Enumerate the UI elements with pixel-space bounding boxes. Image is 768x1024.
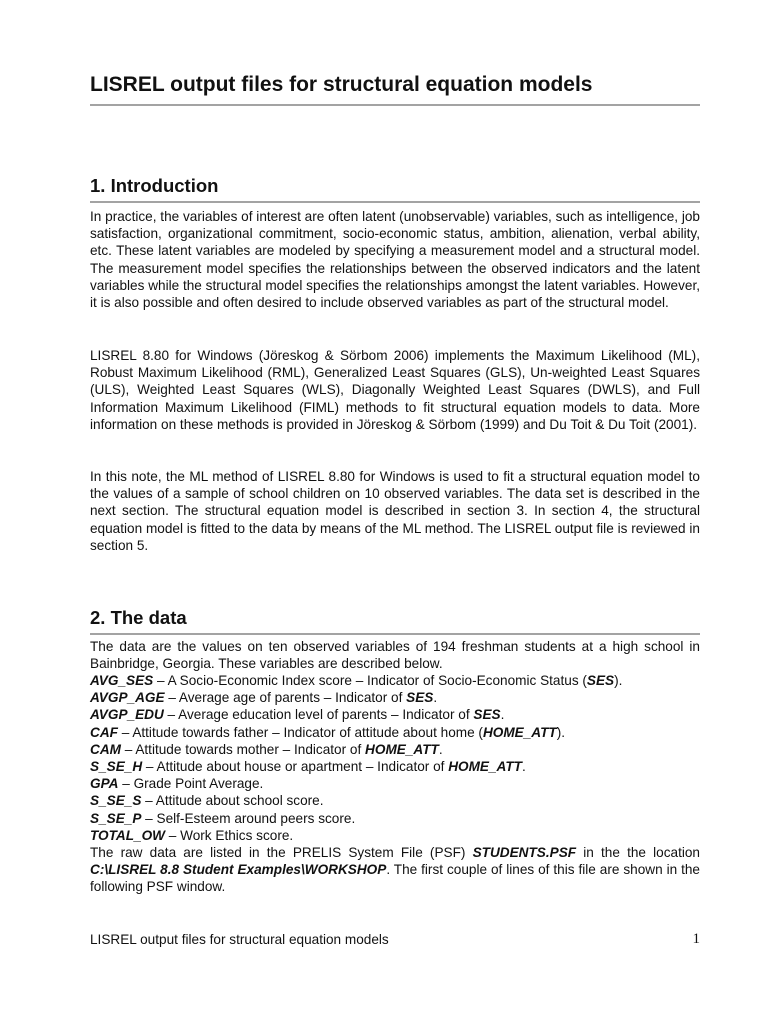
variable-item: AVGP_EDU – Average education level of parents – Indicator of SES. [90, 707, 505, 723]
intro-paragraph-2: LISREL 8.80 for Windows (Jöreskog & Sörbom 2006) implements the Maximum Likelihood (ML), Robust Maximum Likelihood (RML), Generalized Least Squares (GLS), Un-weighted Least Squares (ULS), Weighted Least Squares (WLS), Diagonally Weighted Least Squares (DWLS), and Full Information Maximum Likelihood (FIML) methods to fit structural equation models to data. More information on these methods is provided in Jöreskog & Sörbom (1999) and Du Toit & Du Toit (2001). [90, 348, 700, 432]
variable-item: S_SE_H – Attitude about house or apartment – Indicator of HOME_ATT. [90, 759, 526, 775]
psf-filename: STUDENTS.PSF [472, 845, 577, 860]
document-title: LISREL output files for structural equation models [90, 73, 593, 96]
variable-item: TOTAL_OW – Work Ethics score. [90, 827, 294, 843]
intro-paragraph-3: In this note, the ML method of LISREL 8.80 for Windows is used to fit a structural equation model to the values of a sample of school children on 10 observed variables. The data set is described in the next section. The structural equation model is described in section 3. In section 4, the structural equation model is fitted to the data by means of the ML method. The LISREL output file is reviewed in section 5. [90, 469, 700, 553]
intro-rule [90, 201, 700, 203]
intro-paragraph-1: In practice, the variables of interest are often latent (unobservable) variables, such as intelligence, job satisfaction, organizational commitment, socio-economic status, ambition, alienation, verbal ability, etc. These latent variables are modeled by specifying a measurement model and a structural model. The measurement model specifies the relationships between the observed indicators and the latent variables while the structural model specifies the relationships amongst the latent variables. However, it is also possible and often desired to include observed variables as part of the structural model. [90, 209, 700, 311]
variable-item: AVGP_AGE – Average age of parents – Indicator of SES. [90, 690, 438, 706]
data-closing-paragraph: The raw data are listed in the PRELIS System File (PSF) STUDENTS.PSF in the the location C:\LISREL 8.8 Student Examples\WORKSHOP. The first couple of lines of this file are shown in the following PSF window. [90, 845, 700, 895]
variable-item: AVG_SES – A Socio-Economic Index score – Indicator of Socio-Economic Status (SES). [90, 673, 623, 688]
title-rule [90, 104, 700, 106]
variable-item: CAF – Attitude towards father – Indicator of attitude about home (HOME_ATT). [90, 724, 566, 740]
variable-item: S_SE_P – Self-Esteem around peers score. [90, 810, 356, 826]
footer-title: LISREL output files for structural equation models [90, 932, 389, 947]
page-number: 1 [692, 931, 700, 947]
data-heading: 2. The data [90, 607, 187, 628]
data-intro-paragraph: The data are the values on ten observed variables of 194 freshman students at a high school in Bainbridge, Georgia. These variables are described below. [90, 639, 700, 672]
variable-item: CAM – Attitude towards mother – Indicator of HOME_ATT. [90, 741, 443, 757]
file-location: C:\LISREL 8.8 Student Examples\WORKSHOP [90, 862, 387, 878]
variable-item: GPA – Grade Point Average. [90, 776, 264, 792]
intro-heading: 1. Introduction [90, 175, 219, 196]
variable-list [90, 672, 700, 844]
variable-item: S_SE_S – Attitude about school score. [90, 793, 324, 809]
data-rule [90, 633, 700, 635]
